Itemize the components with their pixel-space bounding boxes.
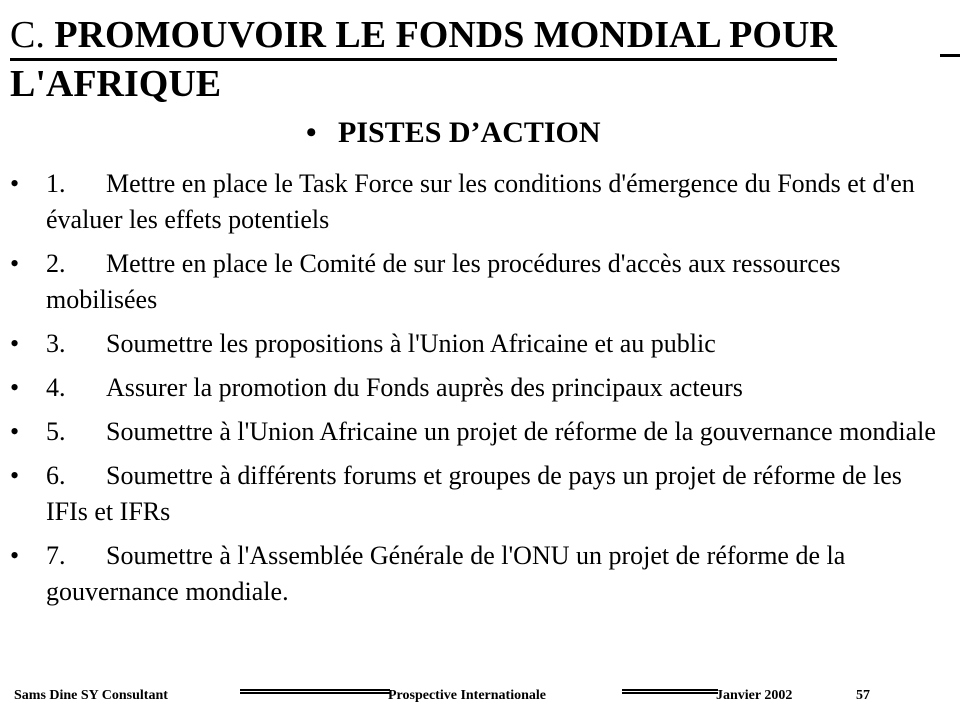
title-prefix: C.	[10, 14, 45, 56]
title-line-2: L'AFRIQUE	[10, 63, 222, 105]
footer-center-label: Prospective Internationale	[388, 688, 546, 703]
bullet-dot: •	[10, 417, 20, 446]
list-item	[10, 246, 950, 318]
item-number: 7.	[46, 541, 66, 570]
footer-page-number: 57	[856, 688, 870, 703]
footer-date: Janvier 2002	[716, 688, 793, 703]
action-list	[10, 166, 950, 618]
list-item	[10, 370, 950, 406]
item-text: Soumettre les propositions à l'Union Africaine et au public	[106, 329, 716, 358]
item-text: Mettre en place le Comité de sur les procédures d'accès aux ressources mobilisées	[46, 249, 841, 314]
bullet-dot: •	[10, 373, 20, 402]
item-text: Soumettre à différents forums et groupes de pays un projet de réforme de les IFIs et IFRs	[46, 461, 902, 526]
list-item	[10, 458, 950, 530]
item-number: 1.	[46, 169, 66, 198]
item-text: Soumettre à l'Union Africaine un projet de réforme de la gouvernance mondiale	[106, 417, 936, 446]
item-number: 2.	[46, 249, 66, 278]
title-underline-rule	[940, 54, 960, 57]
item-number: 5.	[46, 417, 66, 446]
subtitle-bullet: •	[306, 116, 317, 149]
list-item	[10, 414, 950, 450]
item-text: Assurer la promotion du Fonds auprès des principaux acteurs	[106, 373, 743, 402]
subtitle-text: PISTES D’ACTION	[338, 116, 601, 149]
bullet-dot: •	[10, 169, 20, 198]
bullet-dot: •	[10, 249, 20, 278]
bullet-dot: •	[10, 541, 20, 570]
slide-title	[10, 12, 950, 107]
slide-subtitle	[306, 115, 601, 151]
slide-footer	[0, 686, 960, 706]
title-line-1	[10, 12, 837, 61]
bullet-dot: •	[10, 461, 20, 490]
footer-author: Sams Dine SY Consultant	[14, 688, 168, 703]
title-main: PROMOUVOIR LE FONDS MONDIAL POUR	[54, 14, 837, 56]
list-item	[10, 166, 950, 238]
bullet-dot: •	[10, 329, 20, 358]
list-item	[10, 538, 950, 610]
item-text: Soumettre à l'Assemblée Générale de l'ONU un projet de réforme de la gouvernance mondiale.	[46, 541, 846, 606]
item-number: 6.	[46, 461, 66, 490]
item-text: Mettre en place le Task Force sur les conditions d'émergence du Fonds et d'en évaluer les effets potentiels	[46, 169, 915, 234]
item-number: 4.	[46, 373, 66, 402]
list-item	[10, 326, 950, 362]
item-number: 3.	[46, 329, 66, 358]
